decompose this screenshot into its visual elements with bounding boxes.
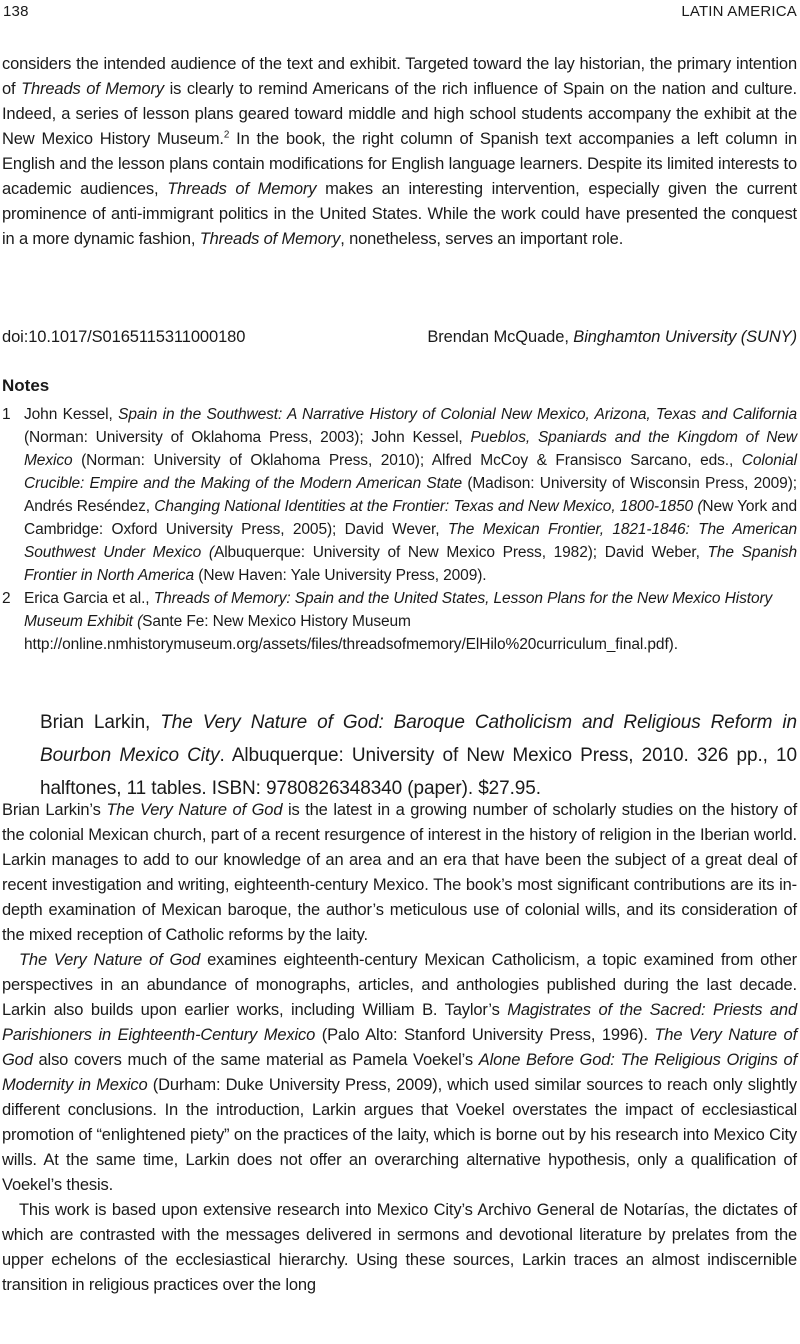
running-head: LATIN AMERICA <box>681 3 797 20</box>
review-paragraph: The Very Nature of God examines eighteenth-century Mexican Catholicism, a topic examined from other perspectives in an abundance of monographs, articles, and anthologies published during the last decade. Larkin also builds upon earlier works, including William B. Taylor’s Magistrates of the Sacred: Priests and Parishioners in Eighteenth-Century Mexico (Palo Alto: Stanford University Press, 1996). The Very Nature of God also covers much of the same material as Pamela Voekel’s Alone Before God: The Religious Origins of Modernity in Mexico (Durham: Duke University Press, 2009), which used similar sources to reach only slightly different conclusions. In the introduction, Larkin argues that Voekel overstates the impact of ecclesiastical promotion of “enlightened piety” on the practices of the laity, which is borne out by his research into Mexico City wills. At the same time, Larkin does not offer an overarching alternative hypothesis, only a qualification of Voekel’s thesis. <box>2 951 798 1194</box>
notes-heading: Notes <box>2 376 50 395</box>
page-number: 138 <box>3 3 29 20</box>
review-paragraph: This work is based upon extensive research into Mexico City’s Archivo General de Notarías, the dictates of which are contrasted with the messages delivered in sermons and devotional literature by prelates from the upper echelons of the ecclesiastical hierarchy. Using these sources, Larkin traces an almost indiscernible transition in religious practices over the long <box>2 1201 797 1294</box>
note-item <box>2 403 797 587</box>
note-number: 2 <box>2 590 11 607</box>
reviewer-attribution: Brendan McQuade, Binghamton University (SUNY) <box>427 328 797 346</box>
note-item <box>2 587 797 656</box>
doi-text: doi:10.1017/S0165115311000180 <box>2 328 246 346</box>
review-paragraph: Brian Larkin’s The Very Nature of God is the latest in a growing number of scholarly studies on the history of the colonial Mexican church, part of a recent resurgence of interest in the history of religion in the Iberian world. Larkin manages to add to our knowledge of an area and an era that have been the subject of a great deal of recent investigation and writing, eighteenth-century Mexico. The book’s most significant contributions are its in-depth examination of Mexican baroque, the author’s meticulous use of colonial wills, and its consideration of the mixed reception of Catholic reforms by the laity. <box>2 801 798 944</box>
notes-section <box>2 376 797 656</box>
note-number: 1 <box>2 406 11 423</box>
review-body <box>2 798 797 1298</box>
page-header <box>3 4 797 20</box>
book-citation-heading: Brian Larkin, The Very Nature of God: Baroque Catholicism and Religious Reform in Bourbon Mexico City. Albuquerque: University of New Mexico Press, 2010. 326 pp., 10 halftones, 11 tables. ISBN: 9780826348340 (paper). $27.95. <box>40 712 797 799</box>
doi-row <box>2 326 797 348</box>
review-conclusion-paragraph: considers the intended audience of the text and exhibit. Targeted toward the lay historian, the primary intention of Threads of Memory is clearly to remind Americans of the rich influence of Spain on the nation and culture. Indeed, a series of lesson plans geared toward middle and high school students accompany the exhibit at the New Mexico History Museum.$^2$ In the book, the right column of Spanish text accompanies a left column in English and the lesson plans contain modifications for English language learners. Despite its limited interests to academic audiences, Threads of Memory makes an interesting intervention, especially given the current prominence of anti-immigrant politics in the United States. While the work could have presented the conquest in a more dynamic fashion, Threads of Memory, nonetheless, serves an important role. <box>2 55 797 248</box>
note-text: Erica Garcia et al., Threads of Memory: Spain and the United States, Lesson Plans for the New Mexico History Museum Exhibit (Sante Fe: New Mexico History Museum http://online.nmhistorymuseum.org/assets/files/threadsofmemory/ElHilo%20curriculum_final.pdf). <box>24 590 773 653</box>
note-text: John Kessel, Spain in the Southwest: A Narrative History of Colonial New Mexico, Arizona, Texas and California (Norman: University of Oklahoma Press, 2003); John Kessel, Pueblos, Spaniards and the Kingdom of New Mexico (Norman: University of Oklahoma Press, 2010); Alfred McCoy & Fransisco Sarcano, eds., Colonial Crucible: Empire and the Making of the Modern American State (Madison: University of Wisconsin Press, 2009); Andrés Reséndez, Changing National Identities at the Frontier: Texas and New Mexico, 1800-1850 (New York and Cambridge: Oxford University Press, 2005); David Wever, The Mexican Frontier, 1821-1846: The American Southwest Under Mexico (Albuquerque: University of New Mexico Press, 1982); David Weber, The Spanish Frontier in North America (New Haven: Yale University Press, 2009). <box>24 406 797 584</box>
